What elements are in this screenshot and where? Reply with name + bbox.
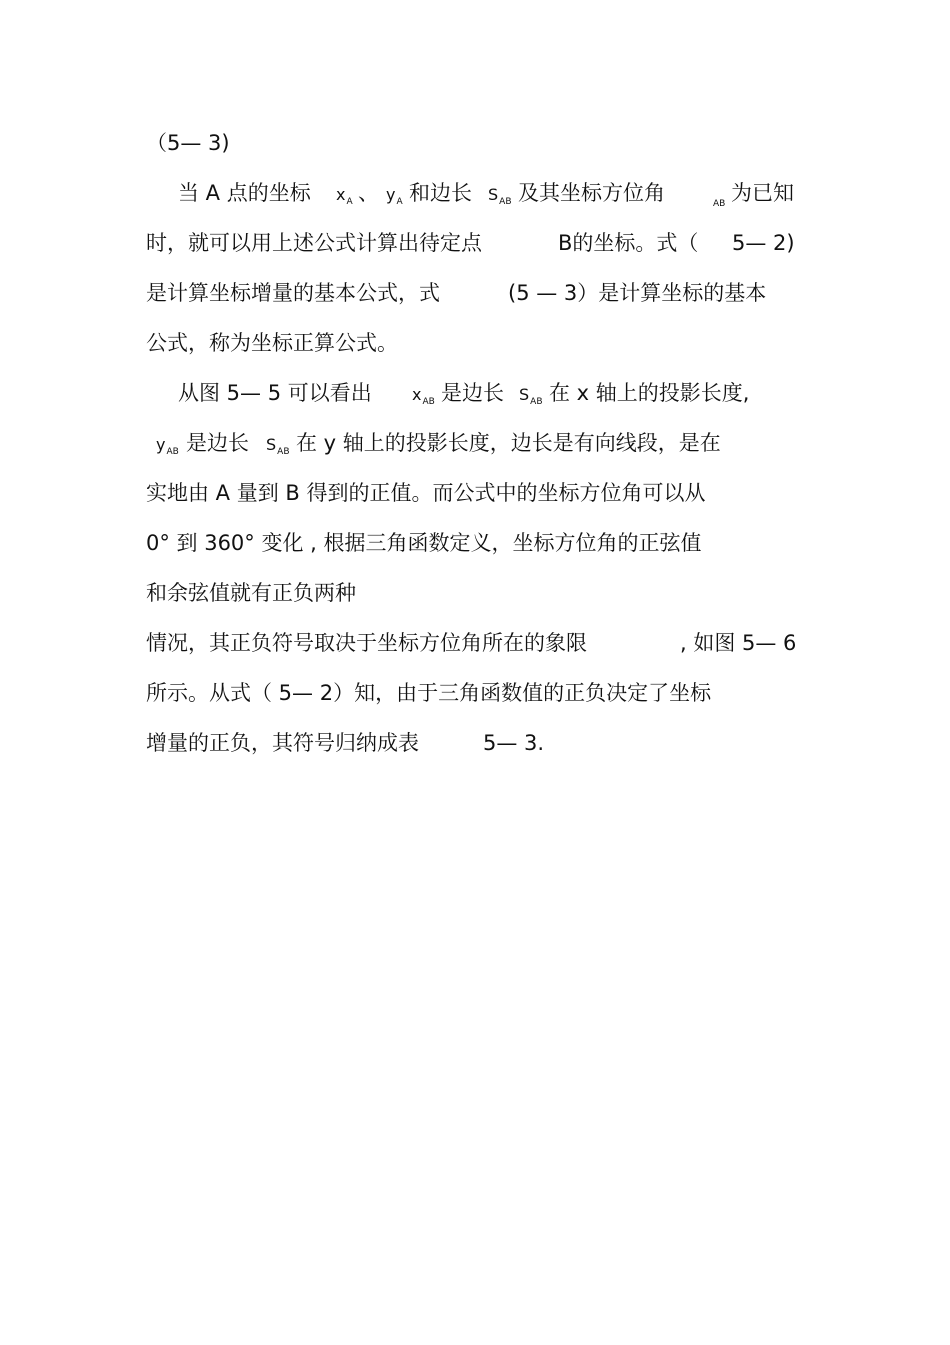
variable-alpha-subscript: AB xyxy=(713,199,726,209)
text-segment: 及其坐标方位角 xyxy=(518,181,665,205)
text-segment: 时，就可以用上述公式计算出待定点 xyxy=(146,231,482,255)
variable-sab: SAB xyxy=(519,385,543,407)
text-segment: 是边长 xyxy=(441,381,504,405)
text-segment: 是计算坐标增量的基本公式，式 xyxy=(146,281,440,305)
variable-sab: SAB xyxy=(488,185,512,207)
text-segment: 0° 到 360° 变化 , 根据三角函数定义，坐标方位角的正弦值 xyxy=(146,531,702,555)
variable-sab: SAB xyxy=(266,435,290,457)
text-segment: 是边长 xyxy=(186,431,249,455)
formula-reference: （5— 3) xyxy=(146,131,230,155)
text-segment: 在 x 轴上的投影长度, xyxy=(549,381,750,405)
text-segment: 5— 3. xyxy=(483,731,545,755)
text-segment: 实地由 A 量到 B 得到的正值。而公式中的坐标方位角可以从 xyxy=(146,481,706,505)
text-segment: 和边长 xyxy=(409,181,472,205)
text-segment: 情况，其正负符号取决于坐标方位角所在的象限 xyxy=(146,631,587,655)
variable-yab: yAB xyxy=(156,435,179,457)
text-segment: B的坐标。式（ xyxy=(558,231,699,255)
text-segment: 5— 2) xyxy=(732,231,795,255)
variable-xa: xA xyxy=(336,185,353,207)
variable-xab: xAB xyxy=(412,385,435,407)
text-segment: 为已知 xyxy=(731,181,794,205)
variable-ya: yA xyxy=(386,185,403,207)
text-segment: 、 xyxy=(358,181,379,205)
text-segment: (5 — 3）是计算坐标的基本 xyxy=(508,281,767,305)
text-segment: 在 y 轴上的投影长度，边长是有向线段，是在 xyxy=(296,431,721,455)
text-segment: 公式，称为坐标正算公式。 xyxy=(146,331,398,355)
text-segment: 当 A 点的坐标 xyxy=(178,181,311,205)
text-segment: 从图 5— 5 可以看出 xyxy=(178,381,372,405)
text-segment: 和余弦值就有正负两种 xyxy=(146,581,356,605)
text-segment: 增量的正负，其符号归纳成表 xyxy=(146,731,419,755)
text-segment: , 如图 5— 6 xyxy=(680,631,797,655)
text-segment: 所示。从式（ 5— 2）知，由于三角函数值的正负决定了坐标 xyxy=(146,681,712,705)
